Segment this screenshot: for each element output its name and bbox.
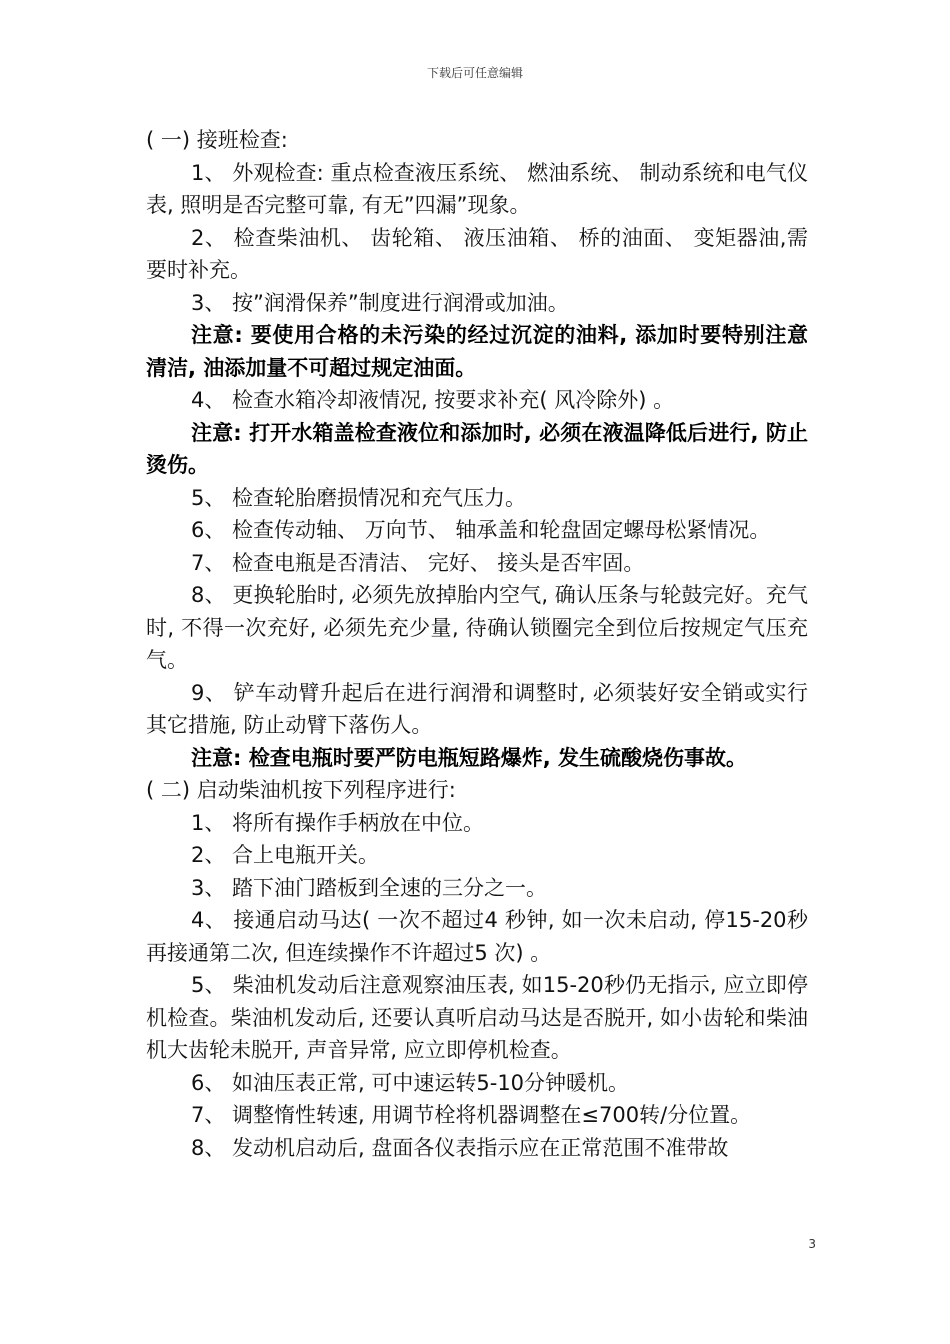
paragraph: 6、 如油压表正常, 可中速运转5-10分钟暖机。 [191, 1070, 630, 1095]
document-body [146, 124, 808, 1164]
paragraph: 5、 柴油机发动后注意观察油压表, 如15-20秒仍无指示, 应立即停机检查。柴油机发动后, 还要认真听启动马达是否脱开, 如小齿轮和柴油机大齿轮未脱开, 声音异常, 应立即停机检查。 [146, 973, 808, 1062]
paragraph: 3、 踏下油门踏板到全速的三分之一。 [191, 875, 548, 900]
paragraph: 9、 铲车动臂升起后在进行润滑和调整时, 必须装好安全销或实行其它措施, 防止动臂下落伤人。 [146, 680, 808, 737]
paragraph: 3、 按”润滑保养”制度进行润滑或加油。 [191, 290, 569, 315]
paragraph: 1、 外观检查: 重点检查液压系统、 燃油系统、 制动系统和电气仪表, 照明是否完整可靠, 有无”四漏”现象。 [146, 160, 808, 217]
paragraph: 1、 将所有操作手柄放在中位。 [191, 810, 485, 835]
page-header: 下载后可任意编辑 [426, 66, 523, 80]
paragraph: 4、 检查水箱冷却液情况, 按要求补充( 风冷除外) 。 [191, 388, 675, 412]
page-number: 3 [808, 1237, 816, 1251]
paragraph: 8、 发动机启动后, 盘面各仪表指示应在正常范围不准带故 [191, 1135, 729, 1160]
note-paragraph: 注意: 要使用合格的未污染的经过沉淀的油料, 添加时要特别注意清洁, 油添加量不可超过规定油面。 [146, 323, 808, 380]
note-paragraph: 注意: 打开水箱盖检查液位和添加时, 必须在液温降低后进行, 防止烫伤。 [146, 420, 808, 477]
section-heading-1: ( 一) 接班检查: [146, 128, 288, 152]
paragraph: 6、 检查传动轴、 万向节、 轴承盖和轮盘固定螺母松紧情况。 [191, 518, 771, 542]
paragraph: 7、 调整惰性转速, 用调节栓将机器调整在≤700转/分位置。 [191, 1103, 752, 1127]
paragraph: 8、 更换轮胎时, 必须先放掉胎内空气, 确认压条与轮鼓完好。充气时, 不得一次充好, 必须先充少量, 待确认锁圈完全到位后按规定气压充气。 [146, 583, 808, 672]
paragraph: 4、 接通启动马达( 一次不超过4 秒钟, 如一次未启动, 停15-20秒再接通第二次, 但连续操作不许超过5 次) 。 [146, 908, 808, 965]
paragraph: 5、 检查轮胎磨损情况和充气压力。 [191, 485, 527, 510]
section-heading-2: ( 二) 启动柴油机按下列程序进行: [146, 778, 456, 802]
note-paragraph: 注意: 检查电瓶时要严防电瓶短路爆炸, 发生硫酸烧伤事故。 [191, 745, 747, 770]
paragraph: 7、 检查电瓶是否清洁、 完好、 接头是否牢固。 [191, 550, 645, 575]
paragraph: 2、 检查柴油机、 齿轮箱、 液压油箱、 桥的油面、 变矩器油,需要时补充。 [146, 225, 808, 282]
paragraph: 2、 合上电瓶开关。 [191, 843, 380, 867]
